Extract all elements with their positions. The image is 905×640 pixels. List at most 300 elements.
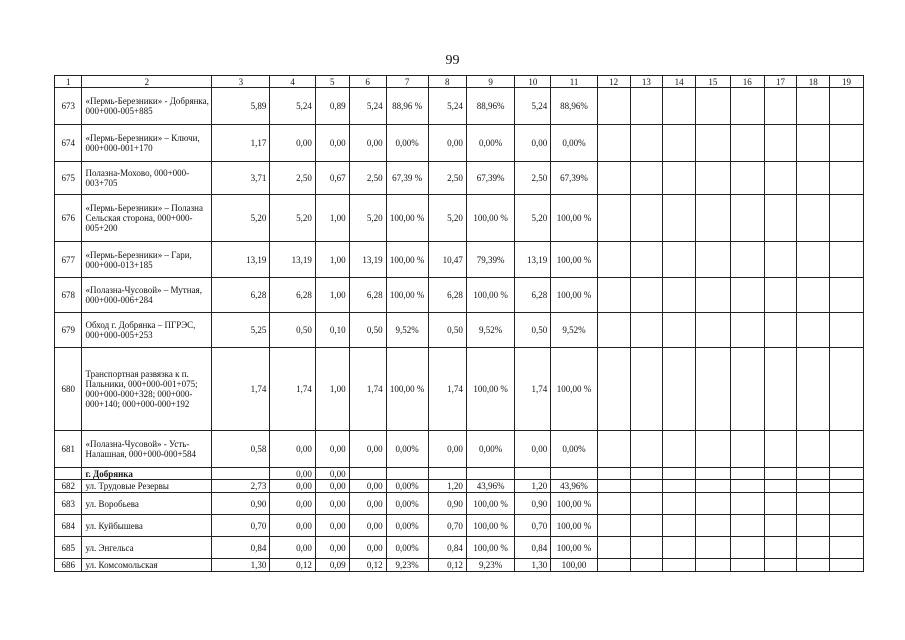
table-cell-col-1: 681 [55, 431, 82, 468]
table-cell-col-17 [764, 313, 797, 348]
table-cell-col-4: 6,28 [270, 278, 315, 313]
table-cell-col-18 [797, 468, 830, 480]
table-cell-col-13 [630, 559, 663, 572]
table-cell-col-5: 0,67 [315, 162, 349, 195]
table-cell-col-10: 5,20 [515, 195, 551, 242]
table-cell-col-17 [764, 125, 797, 162]
table-cell-col-6: 0,00 [349, 480, 386, 493]
table-cell-col-14 [663, 480, 696, 493]
table-cell-col-3: 5,25 [212, 313, 270, 348]
table-cell-col-8: 0,70 [428, 515, 466, 537]
table-cell-col-17 [764, 493, 797, 515]
table-cell-col-3: 6,28 [212, 278, 270, 313]
table-row [55, 242, 864, 278]
table-cell-col-1: 680 [55, 348, 82, 431]
table-cell-col-6: 0,00 [349, 431, 386, 468]
table-cell-col-2: ул. Комсомольская [82, 559, 212, 572]
table-cell-col-8: 5,24 [428, 88, 466, 125]
table-cell-col-2: ул. Энгельса [82, 537, 212, 559]
table-cell-col-8: 2,50 [428, 162, 466, 195]
table-cell-col-7: 9,23% [386, 559, 428, 572]
table-cell-col-8: 0,00 [428, 125, 466, 162]
table-cell-col-3: 1,17 [212, 125, 270, 162]
table-cell-col-1: 686 [55, 559, 82, 572]
table-cell-col-15 [695, 348, 730, 431]
table-cell-col-12 [597, 431, 630, 468]
table-row [55, 493, 864, 515]
table-cell-col-9 [466, 468, 515, 480]
table-cell-col-16 [730, 480, 764, 493]
table-cell-col-13 [630, 348, 663, 431]
table-cell-col-15 [695, 537, 730, 559]
table-cell-col-17 [764, 242, 797, 278]
table-cell-col-5: 1,00 [315, 195, 349, 242]
table-row [55, 480, 864, 493]
table-cell-col-10: 0,00 [515, 431, 551, 468]
table-cell-col-19 [830, 242, 864, 278]
table-cell-col-4: 13,19 [270, 242, 315, 278]
table-cell-col-6: 0,00 [349, 537, 386, 559]
table-cell-col-4: 1,74 [270, 348, 315, 431]
table-cell-col-9: 100,00 % [466, 493, 515, 515]
table-cell-col-7: 0,00% [386, 480, 428, 493]
table-cell-col-16 [730, 559, 764, 572]
table-cell-col-18 [797, 493, 830, 515]
table-cell-col-16 [730, 493, 764, 515]
table-cell-col-4: 0,00 [270, 515, 315, 537]
table-cell-col-19 [830, 515, 864, 537]
column-header-6: 6 [349, 76, 386, 88]
table-cell-col-18 [797, 313, 830, 348]
table-cell-col-14 [663, 162, 696, 195]
table-cell-col-18 [797, 537, 830, 559]
table-cell-col-19 [830, 88, 864, 125]
table-cell-col-10: 1,74 [515, 348, 551, 431]
table-cell-col-2: «Пермь-Березники» - Добрянка, 000+000-005+885 [82, 88, 212, 125]
table-cell-col-1: 674 [55, 125, 82, 162]
table-cell-col-10: 0,50 [515, 313, 551, 348]
table-cell-col-9: 9,23% [466, 559, 515, 572]
table-cell-col-16 [730, 348, 764, 431]
table-cell-col-5: 0,00 [315, 480, 349, 493]
table-cell-col-5: 0,00 [315, 125, 349, 162]
table-cell-col-13 [630, 242, 663, 278]
table-cell-col-7: 100,00 % [386, 242, 428, 278]
table-cell-col-8: 1,74 [428, 348, 466, 431]
table-cell-col-12 [597, 559, 630, 572]
table-row [55, 125, 864, 162]
table-cell-col-10: 0,00 [515, 125, 551, 162]
table-cell-col-15 [695, 431, 730, 468]
table-cell-col-2: Транспортная развязка к п. Пальники, 000+000-001+075; 000+000-000+328; 000+000-000+140; 000+000-000+192 [82, 348, 212, 431]
table-cell-col-19 [830, 195, 864, 242]
table-cell-col-11 [551, 468, 597, 480]
table-cell-col-2: «Полазна-Чусовой» – Мутная, 000+000-006+284 [82, 278, 212, 313]
table-cell-col-12 [597, 537, 630, 559]
table-cell-col-2: «Пермь-Березники» – Ключи, 000+000-001+170 [82, 125, 212, 162]
table-cell-col-13 [630, 162, 663, 195]
table-cell-col-13 [630, 313, 663, 348]
table-cell-col-12 [597, 242, 630, 278]
column-header-1: 1 [55, 76, 82, 88]
table-cell-col-7: 67,39 % [386, 162, 428, 195]
column-header-3: 3 [212, 76, 270, 88]
table-cell-col-18 [797, 195, 830, 242]
table-cell-col-16 [730, 195, 764, 242]
table-cell-col-15 [695, 242, 730, 278]
table-cell-col-16 [730, 278, 764, 313]
table-body [55, 76, 864, 572]
table-cell-col-14 [663, 88, 696, 125]
table-cell-col-1: 683 [55, 493, 82, 515]
table-cell-col-18 [797, 162, 830, 195]
table-cell-col-6: 1,74 [349, 348, 386, 431]
table-cell-col-15 [695, 493, 730, 515]
table-cell-col-12 [597, 468, 630, 480]
table-cell-col-15 [695, 480, 730, 493]
table-cell-col-7 [386, 468, 428, 480]
table-cell-col-2: Полазна-Мохово, 000+000-003+705 [82, 162, 212, 195]
table-cell-col-15 [695, 88, 730, 125]
table-cell-col-7: 9,52% [386, 313, 428, 348]
table-cell-col-2: г. Добрянка [82, 468, 212, 480]
table-cell-col-19 [830, 480, 864, 493]
table-cell-col-3: 2,73 [212, 480, 270, 493]
table-cell-col-11: 100,00 % [551, 493, 597, 515]
table-cell-col-15 [695, 125, 730, 162]
table-cell-col-18 [797, 125, 830, 162]
table-cell-col-18 [797, 480, 830, 493]
column-header-2: 2 [82, 76, 212, 88]
table-cell-col-11: 100,00 % [551, 278, 597, 313]
table-cell-col-14 [663, 431, 696, 468]
table-row [55, 195, 864, 242]
table-cell-col-9: 100,00 % [466, 537, 515, 559]
table-cell-col-18 [797, 88, 830, 125]
table-cell-col-10: 1,20 [515, 480, 551, 493]
table-cell-col-4: 0,00 [270, 431, 315, 468]
table-cell-col-16 [730, 313, 764, 348]
table-cell-col-15 [695, 313, 730, 348]
table-cell-col-16 [730, 468, 764, 480]
column-header-9: 9 [466, 76, 515, 88]
table-cell-col-9: 88,96% [466, 88, 515, 125]
table-cell-col-8: 6,28 [428, 278, 466, 313]
table-cell-col-14 [663, 468, 696, 480]
table-cell-col-12 [597, 493, 630, 515]
table-header-row [55, 76, 864, 88]
table-cell-col-5: 0,00 [315, 537, 349, 559]
table-cell-col-18 [797, 431, 830, 468]
table-cell-col-13 [630, 125, 663, 162]
column-header-11: 11 [551, 76, 597, 88]
column-header-12: 12 [597, 76, 630, 88]
table-cell-col-12 [597, 348, 630, 431]
table-cell-col-12 [597, 515, 630, 537]
table-cell-col-1: 682 [55, 480, 82, 493]
table-cell-col-8: 0,12 [428, 559, 466, 572]
table-cell-col-13 [630, 515, 663, 537]
table-cell-col-19 [830, 431, 864, 468]
table-cell-col-5: 0,89 [315, 88, 349, 125]
table-cell-col-10: 1,30 [515, 559, 551, 572]
table-cell-col-9: 9,52% [466, 313, 515, 348]
table-cell-col-19 [830, 162, 864, 195]
table-cell-col-17 [764, 468, 797, 480]
table-cell-col-17 [764, 480, 797, 493]
table-cell-col-11: 0,00% [551, 125, 597, 162]
table-cell-col-4: 0,00 [270, 537, 315, 559]
table-cell-col-12 [597, 195, 630, 242]
table-cell-col-17 [764, 348, 797, 431]
table-cell-col-6: 0,00 [349, 515, 386, 537]
table-cell-col-14 [663, 493, 696, 515]
table-cell-col-12 [597, 88, 630, 125]
table-cell-col-3: 13,19 [212, 242, 270, 278]
column-header-13: 13 [630, 76, 663, 88]
table-cell-col-12 [597, 480, 630, 493]
table-cell-col-11: 88,96% [551, 88, 597, 125]
table-cell-col-13 [630, 493, 663, 515]
table-cell-col-14 [663, 559, 696, 572]
table-cell-col-6 [349, 468, 386, 480]
table-cell-col-1: 676 [55, 195, 82, 242]
table-cell-col-16 [730, 242, 764, 278]
table-cell-col-7: 100,00 % [386, 278, 428, 313]
table-cell-col-14 [663, 278, 696, 313]
table-cell-col-10: 13,19 [515, 242, 551, 278]
table-cell-col-18 [797, 559, 830, 572]
table-cell-col-17 [764, 559, 797, 572]
table-cell-col-9: 100,00 % [466, 195, 515, 242]
column-header-19: 19 [830, 76, 864, 88]
table-cell-col-16 [730, 88, 764, 125]
column-header-16: 16 [730, 76, 764, 88]
table-cell-col-2: «Полазна-Чусовой» - Усть-Налашная, 000+000-000+584 [82, 431, 212, 468]
table-cell-col-9: 100,00 % [466, 515, 515, 537]
table-cell-col-10: 0,84 [515, 537, 551, 559]
table-cell-col-6: 5,24 [349, 88, 386, 125]
table-cell-col-3: 3,71 [212, 162, 270, 195]
column-header-5: 5 [315, 76, 349, 88]
table-cell-col-17 [764, 537, 797, 559]
table-cell-col-12 [597, 313, 630, 348]
table-cell-col-3: 0,58 [212, 431, 270, 468]
table-cell-col-7: 0,00% [386, 493, 428, 515]
table-cell-col-8: 0,90 [428, 493, 466, 515]
table-cell-col-5: 0,10 [315, 313, 349, 348]
table-cell-col-9: 100,00 % [466, 278, 515, 313]
table-cell-col-9: 0,00% [466, 125, 515, 162]
column-header-7: 7 [386, 76, 428, 88]
table-row [55, 278, 864, 313]
table-cell-col-1: 677 [55, 242, 82, 278]
table-cell-col-6: 0,50 [349, 313, 386, 348]
table-cell-col-6: 0,00 [349, 125, 386, 162]
table-cell-col-6: 5,20 [349, 195, 386, 242]
table-cell-col-11: 100,00 % [551, 242, 597, 278]
table-row [55, 162, 864, 195]
table-cell-col-9: 0,00% [466, 431, 515, 468]
table-cell-col-13 [630, 278, 663, 313]
table-cell-col-8: 0,00 [428, 431, 466, 468]
table-cell-col-10: 0,90 [515, 493, 551, 515]
table-cell-col-3: 0,84 [212, 537, 270, 559]
table-cell-col-15 [695, 559, 730, 572]
table-cell-col-10: 2,50 [515, 162, 551, 195]
table-cell-col-6: 13,19 [349, 242, 386, 278]
table-cell-col-4: 5,24 [270, 88, 315, 125]
table-cell-col-16 [730, 431, 764, 468]
table-cell-col-4: 0,00 [270, 493, 315, 515]
table-cell-col-19 [830, 313, 864, 348]
table-row [55, 515, 864, 537]
table-cell-col-11: 67,39% [551, 162, 597, 195]
table-cell-col-6: 0,00 [349, 493, 386, 515]
table-cell-col-14 [663, 125, 696, 162]
column-header-18: 18 [797, 76, 830, 88]
table-section-row [55, 468, 864, 480]
table-cell-col-4: 0,00 [270, 480, 315, 493]
table-cell-col-2: «Пермь-Березники» – Гари, 000+000-013+185 [82, 242, 212, 278]
table-cell-col-19 [830, 537, 864, 559]
table-cell-col-9: 79,39% [466, 242, 515, 278]
table-cell-col-19 [830, 493, 864, 515]
column-header-14: 14 [663, 76, 696, 88]
table-cell-col-13 [630, 480, 663, 493]
table-cell-col-5: 1,00 [315, 278, 349, 313]
table-cell-col-3: 1,30 [212, 559, 270, 572]
table-cell-col-17 [764, 515, 797, 537]
table-cell-col-3: 0,90 [212, 493, 270, 515]
table-cell-col-10: 0,70 [515, 515, 551, 537]
table-cell-col-12 [597, 162, 630, 195]
table-cell-col-11: 100,00 % [551, 515, 597, 537]
table-cell-col-3: 5,20 [212, 195, 270, 242]
table-cell-col-19 [830, 278, 864, 313]
table-cell-col-4: 2,50 [270, 162, 315, 195]
column-header-4: 4 [270, 76, 315, 88]
table-cell-col-4: 0,00 [270, 468, 315, 480]
table-cell-col-6: 0,12 [349, 559, 386, 572]
table-cell-col-16 [730, 162, 764, 195]
table-cell-col-9: 100,00 % [466, 348, 515, 431]
table-cell-col-1: 684 [55, 515, 82, 537]
table-cell-col-1: 679 [55, 313, 82, 348]
table-cell-col-3: 0,70 [212, 515, 270, 537]
column-header-10: 10 [515, 76, 551, 88]
table-cell-col-19 [830, 348, 864, 431]
table-cell-col-10: 6,28 [515, 278, 551, 313]
table-cell-col-14 [663, 348, 696, 431]
table-cell-col-11: 100,00 % [551, 195, 597, 242]
table-cell-col-7: 100,00 % [386, 195, 428, 242]
table-row [55, 431, 864, 468]
table-cell-col-11: 100,00 % [551, 537, 597, 559]
table-cell-col-4: 0,50 [270, 313, 315, 348]
table-cell-col-11: 100,00 [551, 559, 597, 572]
table-cell-col-8: 1,20 [428, 480, 466, 493]
page-number: 99 [445, 53, 460, 68]
table-cell-col-15 [695, 195, 730, 242]
table-cell-col-14 [663, 537, 696, 559]
table-cell-col-5: 1,00 [315, 242, 349, 278]
table-cell-col-10 [515, 468, 551, 480]
table-cell-col-19 [830, 125, 864, 162]
table-cell-col-2: ул. Трудовые Резервы [82, 480, 212, 493]
table-cell-col-7: 0,00% [386, 515, 428, 537]
table-cell-col-5: 1,00 [315, 348, 349, 431]
table-cell-col-14 [663, 515, 696, 537]
table-cell-col-1 [55, 468, 82, 480]
table-cell-col-17 [764, 431, 797, 468]
table-cell-col-12 [597, 125, 630, 162]
table-cell-col-5: 0,00 [315, 431, 349, 468]
table-cell-col-3 [212, 468, 270, 480]
table-cell-col-6: 2,50 [349, 162, 386, 195]
table-cell-col-2: ул. Куйбышева [82, 515, 212, 537]
table-cell-col-17 [764, 162, 797, 195]
column-header-8: 8 [428, 76, 466, 88]
table-cell-col-8: 0,84 [428, 537, 466, 559]
table-cell-col-3: 1,74 [212, 348, 270, 431]
table-cell-col-2: «Пермь-Березники» – Полазна Сельская сторона, 000+000-005+200 [82, 195, 212, 242]
table-cell-col-8: 10,47 [428, 242, 466, 278]
table-cell-col-16 [730, 537, 764, 559]
table-cell-col-1: 678 [55, 278, 82, 313]
table-cell-col-11: 9,52% [551, 313, 597, 348]
table-cell-col-15 [695, 468, 730, 480]
table-cell-col-19 [830, 559, 864, 572]
column-header-17: 17 [764, 76, 797, 88]
table-cell-col-5: 0,00 [315, 493, 349, 515]
column-header-15: 15 [695, 76, 730, 88]
table-cell-col-1: 685 [55, 537, 82, 559]
table-cell-col-14 [663, 313, 696, 348]
table-cell-col-4: 5,20 [270, 195, 315, 242]
table-cell-col-2: Обход г. Добрянка – ПГРЭС, 000+000-005+253 [82, 313, 212, 348]
table-cell-col-8 [428, 468, 466, 480]
table-cell-col-9: 43,96% [466, 480, 515, 493]
table-cell-col-17 [764, 88, 797, 125]
table-cell-col-13 [630, 88, 663, 125]
table-cell-col-3: 5,89 [212, 88, 270, 125]
table-row [55, 537, 864, 559]
table-cell-col-18 [797, 515, 830, 537]
table-cell-col-4: 0,00 [270, 125, 315, 162]
table-cell-col-13 [630, 468, 663, 480]
table-cell-col-11: 100,00 % [551, 348, 597, 431]
table-cell-col-6: 6,28 [349, 278, 386, 313]
table-cell-col-16 [730, 125, 764, 162]
table-cell-col-4: 0,12 [270, 559, 315, 572]
table-cell-col-17 [764, 195, 797, 242]
table-cell-col-14 [663, 242, 696, 278]
table-cell-col-15 [695, 162, 730, 195]
table-cell-col-1: 673 [55, 88, 82, 125]
table-cell-col-2: ул. Воробьева [82, 493, 212, 515]
table-cell-col-18 [797, 242, 830, 278]
table-cell-col-8: 0,50 [428, 313, 466, 348]
table-cell-col-7: 88,96 % [386, 88, 428, 125]
table-row [55, 348, 864, 431]
table-cell-col-15 [695, 515, 730, 537]
table-cell-col-13 [630, 431, 663, 468]
table-cell-col-5: 0,09 [315, 559, 349, 572]
data-table [54, 75, 864, 572]
table-cell-col-5: 0,00 [315, 468, 349, 480]
table-row [55, 313, 864, 348]
